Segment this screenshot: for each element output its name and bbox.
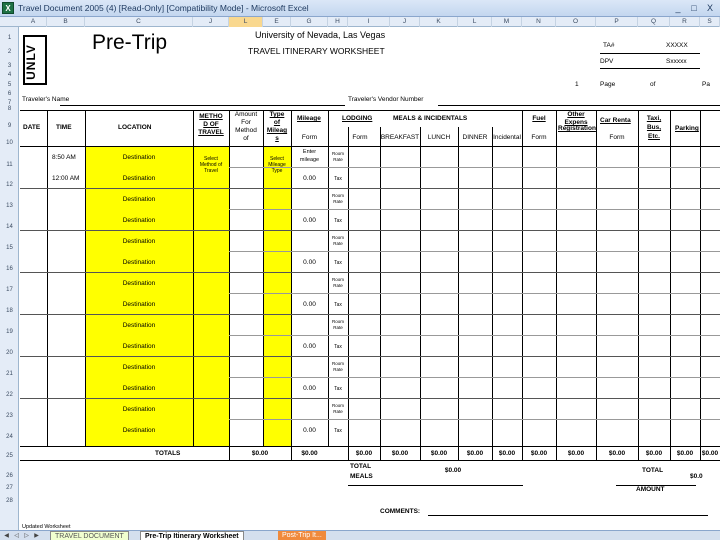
column-header[interactable]: Q xyxy=(638,17,670,27)
taxi-header-1: Taxi, xyxy=(646,115,662,122)
traveler-vendor-label: Traveler's Vendor Number xyxy=(348,96,424,103)
total-other: $0.00 xyxy=(567,450,585,457)
lunch-header: LUNCH xyxy=(427,134,451,141)
mileage-header: Mileage xyxy=(297,115,321,122)
page-label: Page xyxy=(600,81,616,88)
row-header[interactable]: 19 xyxy=(6,329,13,335)
method-input-column[interactable] xyxy=(193,147,229,446)
room-rate-label-2: Rate xyxy=(333,199,343,204)
total-incidental: $0.00 xyxy=(498,450,516,457)
car-rental-header: Car Renta xyxy=(600,117,631,124)
row-header[interactable]: 2 xyxy=(7,49,12,55)
method-hint-1: Select xyxy=(204,156,218,162)
total-meals-label-2: MEALS xyxy=(350,473,373,480)
tax-label: Tax xyxy=(334,344,342,350)
column-header[interactable]: L xyxy=(458,17,492,27)
row-header[interactable]: 11 xyxy=(6,162,13,168)
room-rate-label-2: Rate xyxy=(333,367,343,372)
page-title: Pre-Trip xyxy=(92,31,168,54)
row-location[interactable]: Destination xyxy=(122,322,156,329)
dinner-header: DINNER xyxy=(462,134,488,141)
page-of-label: of xyxy=(650,81,656,88)
total-mileage: $0.00 xyxy=(301,450,318,457)
total-meals-label-1: TOTAL xyxy=(350,463,372,470)
type-hint-2: Mileage xyxy=(268,162,286,168)
title-bar xyxy=(0,0,720,17)
type-hint-1: Select xyxy=(270,156,284,162)
row-header[interactable]: 16 xyxy=(6,266,13,272)
tab-travel-document[interactable]: TRAVEL DOCUMENT xyxy=(50,531,129,540)
tab-pre-trip-itinerary[interactable]: Pre-Trip Itinerary Worksheet xyxy=(140,531,244,540)
row-time[interactable]: 12:00 AM xyxy=(52,175,80,182)
prev-sheet-button[interactable]: ◁ xyxy=(14,533,19,539)
row-header[interactable]: 17 xyxy=(6,287,13,293)
amount-label: AMOUNT xyxy=(636,486,665,493)
room-rate-label-2: Rate xyxy=(333,409,343,414)
mileage-form-label: Form xyxy=(301,134,318,141)
row-header[interactable]: 9 xyxy=(7,123,12,129)
column-header[interactable]: N xyxy=(522,17,556,27)
amount-header-3: Method xyxy=(235,127,257,134)
dpv-label: DPV xyxy=(600,58,614,65)
room-rate-label: Room xyxy=(331,319,344,324)
room-rate-label-2: Rate xyxy=(333,157,343,162)
sheet-tab-bar xyxy=(0,530,720,540)
totals-label: TOTALS xyxy=(155,450,181,457)
column-header[interactable]: H xyxy=(328,17,348,27)
tax-label: Tax xyxy=(334,428,342,434)
room-rate-label-2: Rate xyxy=(333,241,343,246)
ta-value[interactable]: XXXXX xyxy=(666,42,688,49)
column-header[interactable]: O xyxy=(556,17,596,27)
row-header[interactable]: 22 xyxy=(6,392,13,398)
row-mileage[interactable]: 0.00 xyxy=(303,175,316,182)
fuel-header: Fuel xyxy=(532,115,546,122)
row-header[interactable]: 15 xyxy=(6,245,13,251)
column-header[interactable]: E xyxy=(263,17,291,27)
total-amount-value: $0.0 xyxy=(690,473,703,480)
row-location[interactable]: Destination xyxy=(122,343,156,350)
incidental-header: Incidental xyxy=(493,134,521,141)
total-parking: $0.00 xyxy=(701,450,719,457)
tax-label: Tax xyxy=(334,302,342,308)
type-input-column[interactable] xyxy=(263,147,291,446)
row-mileage[interactable]: 0.00 xyxy=(303,385,316,392)
amount-header-1: Amount xyxy=(234,111,258,118)
total-car-rental: $0.00 xyxy=(645,450,663,457)
registration-header: Registration xyxy=(558,125,596,132)
first-sheet-button[interactable]: ◀ xyxy=(4,533,9,539)
column-header[interactable]: B xyxy=(47,17,85,27)
room-rate-label: Room xyxy=(331,235,344,240)
method-hint-3: Travel xyxy=(204,168,218,174)
method-hint-2: Method of xyxy=(199,162,223,168)
column-header[interactable]: C xyxy=(85,17,193,27)
close-button[interactable]: X xyxy=(706,3,713,13)
method-header-2: D OF xyxy=(203,121,219,128)
row-time[interactable]: 8:50 AM xyxy=(52,154,76,161)
tax-label: Tax xyxy=(334,260,342,266)
row-location[interactable]: Destination xyxy=(122,154,156,161)
column-header[interactable]: I xyxy=(348,17,390,27)
other-expense-header-1: Other xyxy=(567,111,585,118)
pa-label: Pa xyxy=(702,81,710,88)
room-rate-label: Room xyxy=(331,277,344,282)
total-lodging: $0.00 xyxy=(355,450,373,457)
total-lunch: $0.00 xyxy=(430,450,448,457)
column-header[interactable]: S xyxy=(700,17,720,27)
date-header: DATE xyxy=(23,124,41,131)
column-header-bar xyxy=(0,17,720,27)
total-label: TOTAL xyxy=(642,467,664,474)
maximize-button[interactable]: □ xyxy=(691,3,697,13)
breakfast-header: BREAKFAST xyxy=(380,134,420,141)
method-header-1: METHO xyxy=(199,113,223,120)
total-registration: $0.00 xyxy=(608,450,626,457)
university-name: University of Nevada, Las Vegas xyxy=(255,30,386,40)
traveler-name-label: Traveler's Name xyxy=(22,96,70,103)
car-rental-form-label: Form xyxy=(609,134,625,141)
room-rate-label-2: Rate xyxy=(333,325,343,330)
row-location[interactable]: Destination xyxy=(122,364,156,371)
comments-label: COMMENTS: xyxy=(380,508,421,515)
room-rate-label-2: Rate xyxy=(333,283,343,288)
type-header-3: Mileag xyxy=(266,127,288,134)
row-header[interactable]: 1 xyxy=(7,35,12,41)
column-header[interactable]: A xyxy=(20,17,47,27)
row-mileage[interactable]: 0.00 xyxy=(303,301,316,308)
row-mileage[interactable]: 0.00 xyxy=(303,427,316,434)
row-location[interactable]: Destination xyxy=(122,175,156,182)
row-header[interactable]: 3 xyxy=(7,63,12,69)
row-header[interactable]: 5 xyxy=(7,82,12,88)
row-header[interactable]: 7 xyxy=(7,100,12,106)
column-header[interactable]: G xyxy=(291,17,328,27)
minimize-button[interactable]: _ xyxy=(675,3,681,13)
footer-note: Updated Worksheet xyxy=(22,524,71,530)
room-rate-label: Room xyxy=(331,403,344,408)
column-header[interactable]: K xyxy=(420,17,458,27)
row-mileage[interactable]: 0.00 xyxy=(303,259,316,266)
total-meals-value: $0.00 xyxy=(444,467,462,474)
row-location[interactable]: Destination xyxy=(122,406,156,413)
dpv-value[interactable]: Sxxxxx xyxy=(666,58,687,65)
row-header[interactable]: 12 xyxy=(6,182,13,188)
type-header-4: s xyxy=(275,135,279,142)
lodging-header: LODGING xyxy=(342,115,373,122)
taxi-header-3: Etc. xyxy=(648,133,660,140)
meals-header: MEALS & INCIDENTALS xyxy=(393,115,468,122)
mileage-hint-2: mileage xyxy=(299,157,320,163)
row-header-bar xyxy=(0,27,19,530)
row-header[interactable]: 4 xyxy=(7,72,12,78)
other-expense-header-2: Expens xyxy=(564,119,588,126)
row-location[interactable]: Destination xyxy=(122,238,156,245)
parking-header: Parking xyxy=(675,125,699,132)
row-header[interactable]: 10 xyxy=(6,140,13,146)
room-rate-label: Room xyxy=(331,361,344,366)
location-header: LOCATION xyxy=(118,124,152,131)
column-header-selected[interactable]: L xyxy=(229,17,263,27)
row-header[interactable]: 13 xyxy=(6,203,13,209)
column-header[interactable]: J xyxy=(390,17,420,27)
row-location[interactable]: Destination xyxy=(122,280,156,287)
column-header[interactable]: M xyxy=(492,17,522,27)
total-fuel: $0.00 xyxy=(530,450,548,457)
time-header: TIME xyxy=(56,124,72,131)
unlv-logo: UNLV xyxy=(23,35,47,85)
location-input-column[interactable] xyxy=(85,147,193,446)
ta-label: TA# xyxy=(603,42,615,49)
row-header[interactable]: 26 xyxy=(6,473,13,479)
total-taxi: $0.00 xyxy=(676,450,694,457)
row-mileage[interactable]: 0.00 xyxy=(303,343,316,350)
row-location[interactable]: Destination xyxy=(122,217,156,224)
method-header-3: TRAVEL xyxy=(198,129,224,136)
total-amount: $0.00 xyxy=(251,450,269,457)
row-location[interactable]: Destination xyxy=(122,385,156,392)
tab-post-trip[interactable]: Post-Trip It... xyxy=(278,531,326,540)
type-header-2: of xyxy=(273,119,281,126)
mileage-hint-1: Enter xyxy=(302,149,317,155)
row-header[interactable]: 28 xyxy=(6,498,13,504)
row-header[interactable]: 20 xyxy=(6,350,13,356)
room-rate-label: Room xyxy=(331,193,344,198)
row-header[interactable]: 18 xyxy=(6,308,13,314)
taxi-header-2: Bus, xyxy=(646,124,662,131)
column-header[interactable]: J xyxy=(193,17,229,27)
last-sheet-button[interactable]: ▶ xyxy=(34,533,39,539)
tax-label: Tax xyxy=(334,218,342,224)
row-mileage[interactable]: 0.00 xyxy=(303,217,316,224)
room-rate-label: Room xyxy=(331,151,344,156)
worksheet-title: TRAVEL ITINERARY WORKSHEET xyxy=(248,46,385,56)
row-location[interactable]: Destination xyxy=(122,427,156,434)
row-header[interactable]: 25 xyxy=(6,453,13,459)
page-number[interactable]: 1 xyxy=(575,81,579,88)
column-header[interactable]: R xyxy=(670,17,700,27)
row-header[interactable]: 8 xyxy=(7,106,12,112)
tax-label: Tax xyxy=(334,176,342,182)
row-header[interactable]: 24 xyxy=(6,434,13,440)
type-header-1: Type xyxy=(269,111,285,118)
fuel-form-label: Form xyxy=(531,134,547,141)
total-breakfast: $0.00 xyxy=(391,450,409,457)
row-header[interactable]: 23 xyxy=(6,413,13,419)
lodging-form-label: Form xyxy=(352,134,368,141)
row-location[interactable]: Destination xyxy=(122,301,156,308)
row-location[interactable]: Destination xyxy=(122,259,156,266)
row-header[interactable]: 21 xyxy=(6,371,13,377)
amount-header-4: of xyxy=(243,135,249,142)
column-header[interactable]: P xyxy=(596,17,638,27)
row-header[interactable]: 6 xyxy=(7,91,12,97)
row-location[interactable]: Destination xyxy=(122,196,156,203)
row-header[interactable]: 27 xyxy=(6,485,13,491)
total-dinner: $0.00 xyxy=(466,450,484,457)
next-sheet-button[interactable]: ▷ xyxy=(24,533,29,539)
worksheet-grid[interactable] xyxy=(20,27,720,530)
window-title: Travel Document 2005 (4) [Read-Only] [Compatibility Mode] - Microsoft Excel xyxy=(18,3,309,13)
type-hint-3: Type xyxy=(271,168,283,174)
row-header[interactable]: 14 xyxy=(6,224,13,230)
excel-icon[interactable]: X xyxy=(2,2,14,14)
amount-header-2: For xyxy=(241,119,251,126)
tax-label: Tax xyxy=(334,386,342,392)
